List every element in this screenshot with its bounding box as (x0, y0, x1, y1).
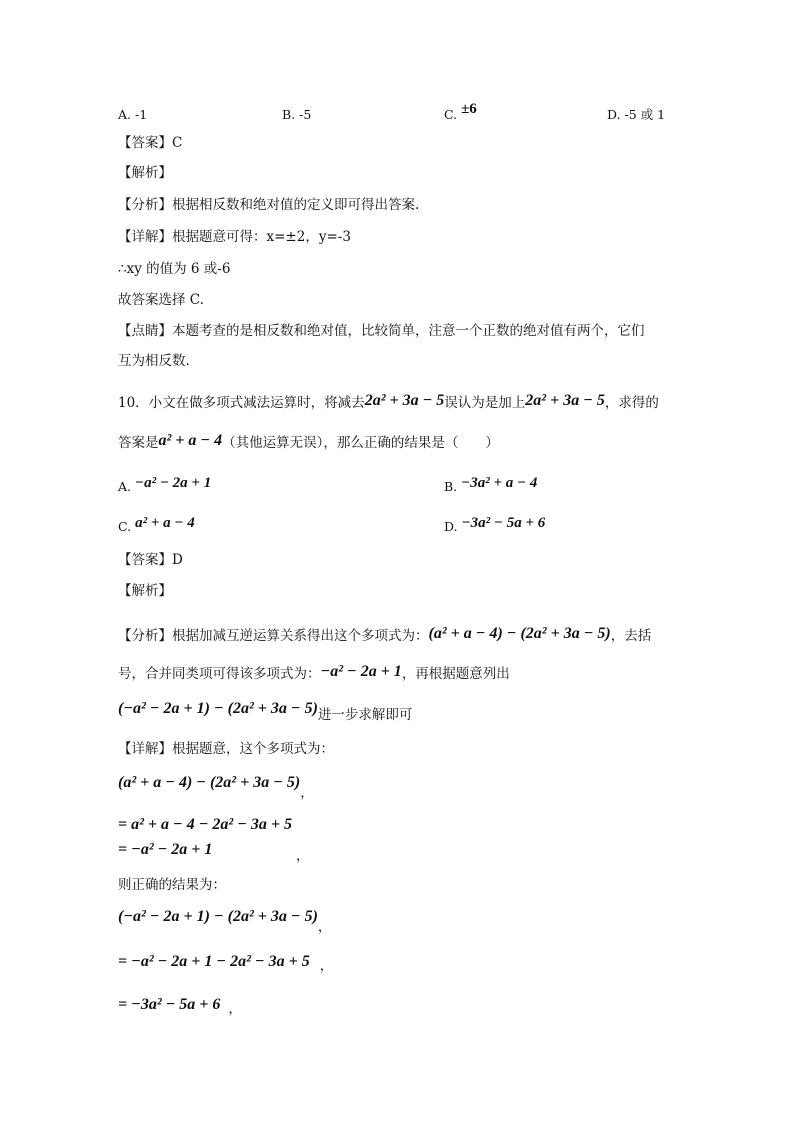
q10-step5-punct: ， (319, 958, 334, 974)
q10-stem-line2 (118, 434, 499, 452)
q10-option-a-letter: A. (118, 479, 132, 494)
q10-step3-punct: ， (296, 848, 310, 864)
q10-option-b-letter: B. (444, 479, 458, 494)
q10-fenxi-line1 (118, 627, 651, 645)
q9-therefore: ∴xy 的值为 6 或-6 (118, 261, 231, 277)
q10-option-a-expr: −a² − 2a + 1 (135, 475, 212, 491)
q9-fenxi: 【分析】根据相反数和绝对值的定义即可得出答案. (118, 197, 420, 213)
q9-option-d (607, 106, 665, 124)
q10-stem-text-d: 答案是 (118, 435, 159, 451)
q9-dianjing-line2: 互为相反数. (118, 353, 190, 369)
q9-analysis-label: 【解析】 (118, 165, 172, 181)
q10-step6-punct: ， (228, 1001, 242, 1017)
q10-step5-expr: = −a² − 2a + 1 − 2a² − 3a + 5 (118, 953, 310, 970)
q10-fenxi-text-d: ，再根据题意列出 (401, 666, 510, 682)
q9-option-d-text: -5 或 1 (624, 107, 666, 122)
q10-stem-expr3: a² + a − 4 (158, 432, 223, 449)
q9-dianjing-line1: 【点睛】本题考查的是相反数和绝对值，比较简单，注意一个正数的绝对值有两个，它们 (118, 323, 645, 339)
q10-step3 (118, 841, 310, 864)
q10-step1-expr: (a² + a − 4) − (2a² + 3a − 5) (118, 774, 301, 791)
q10-step4 (118, 908, 332, 935)
q9-option-c-letter: C. (444, 107, 458, 122)
q10-fenxi-expr2: −a² − 2a + 1 (320, 663, 402, 680)
q9-option-a (118, 106, 147, 124)
q9-option-b-letter: B. (282, 107, 296, 122)
q10-answer: 【答案】D (118, 552, 183, 568)
q9-option-c (444, 101, 477, 124)
q10-fenxi-text-e: 进一步求解即可 (317, 707, 413, 723)
q10-option-b (444, 475, 538, 496)
q10-option-c (118, 515, 195, 536)
q10-option-d-letter: D. (444, 519, 458, 534)
q10-step4-expr: (−a² − 2a + 1) − (2a² + 3a − 5) (118, 908, 318, 925)
q10-stem-text-a: 10．小文在做多项式减法运算时，将减去 (118, 395, 365, 411)
q10-stem-text-e: （其他运算无误），那么正确的结果是（ ） (222, 435, 499, 451)
q10-fenxi-text-a: 【分析】根据加减互逆运算关系得出这个多项式为： (118, 628, 429, 644)
q10-step1-punct: ， (300, 785, 314, 801)
q10-fenxi-line2 (118, 665, 510, 683)
q10-step2 (118, 816, 292, 834)
q10-option-d-expr: −3a² − 5a + 6 (461, 515, 546, 531)
q9-option-d-letter: D. (607, 107, 621, 122)
q10-fenxi-expr3: (−a² − 2a + 1) − (2a² + 3a − 5) (118, 700, 318, 717)
q10-fenxi-expr1: (a² + a − 4) − (2a² + 3a − 5) (428, 625, 611, 642)
q10-option-a (118, 475, 212, 496)
q10-step6-expr: = −3a² − 5a + 6 (118, 996, 221, 1013)
q10-step5 (118, 953, 334, 974)
q10-fenxi-line3 (118, 700, 413, 724)
q9-xiangjie: 【详解】根据题意可得：x=±2，y=-3 (118, 229, 351, 245)
q10-xiangjie: 【详解】根据题意，这个多项式为： (118, 741, 334, 757)
q9-option-c-text: ±6 (461, 101, 477, 117)
q10-result-label: 则正确的结果为： (118, 877, 226, 893)
q10-stem-text-b: 误认为是加上 (444, 395, 526, 411)
q10-option-c-letter: C. (118, 519, 132, 534)
q10-step1 (118, 774, 314, 801)
q10-option-b-expr: −3a² + a − 4 (461, 475, 538, 491)
q10-option-c-expr: a² + a − 4 (135, 515, 195, 531)
q10-stem-line1 (118, 394, 659, 412)
q10-step6 (118, 996, 242, 1017)
q10-fenxi-text-c: 号，合并同类项可得该多项式为： (118, 666, 321, 682)
q10-step3-expr: = −a² − 2a + 1 (118, 841, 213, 858)
q10-stem-expr2: 2a² + 3a − 5 (525, 392, 605, 409)
q10-step4-punct: ， (317, 919, 332, 935)
q10-step2-expr: = a² + a − 4 − 2a² − 3a + 5 (118, 816, 293, 833)
q9-answer: 【答案】C (118, 135, 183, 151)
q10-fenxi-text-b: ，去括 (610, 628, 652, 644)
q9-option-a-text: -1 (135, 107, 148, 122)
q9-choose: 故答案选择 C. (118, 292, 204, 308)
q10-option-d (444, 515, 546, 536)
q10-stem-expr1: 2a² + 3a − 5 (364, 392, 445, 409)
q10-analysis-label: 【解析】 (118, 583, 172, 599)
q9-option-a-letter: A. (118, 107, 132, 122)
q9-option-b-text: -5 (299, 107, 312, 122)
q9-option-b (282, 106, 311, 124)
q10-stem-text-c: ，求得的 (604, 395, 659, 411)
